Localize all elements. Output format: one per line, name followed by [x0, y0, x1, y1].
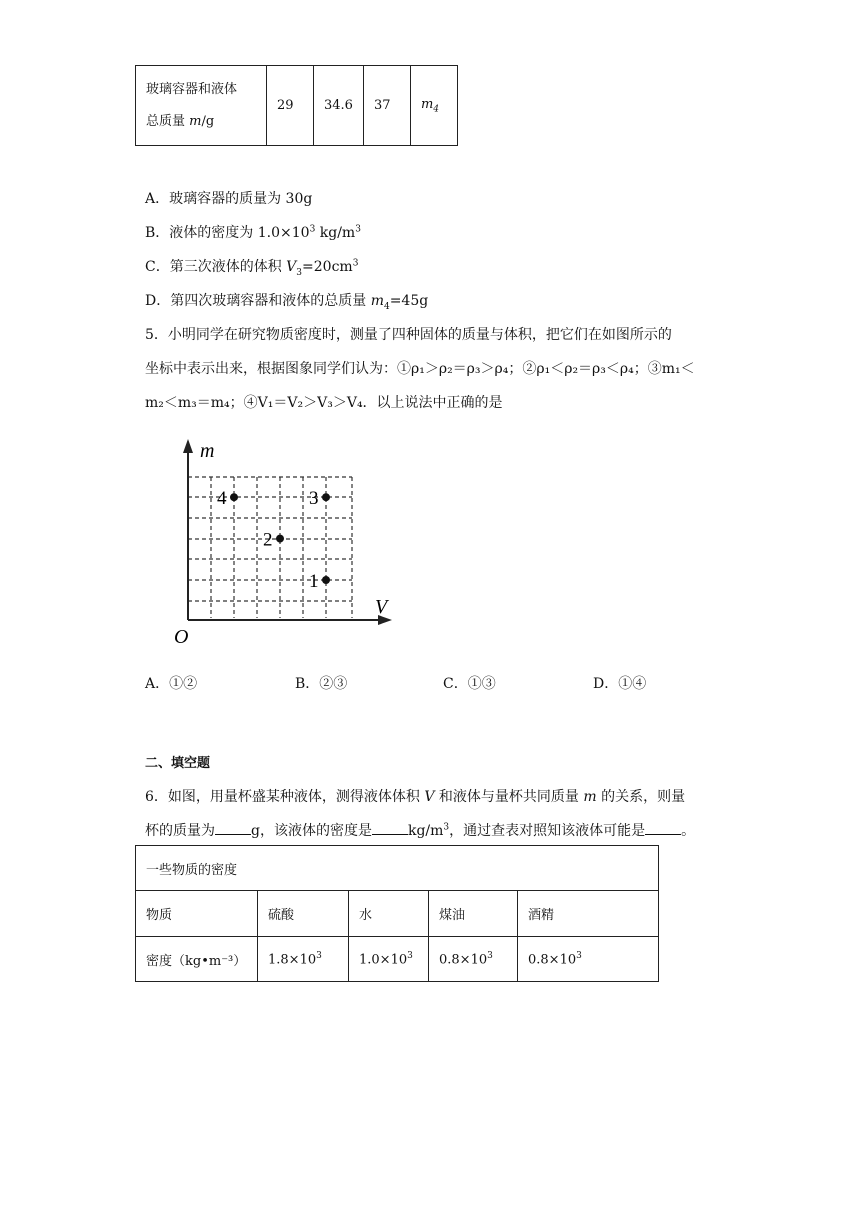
density-val-1: 1.8×10 — [268, 952, 317, 968]
q4-option-c — [145, 256, 358, 278]
blank-1[interactable] — [215, 822, 251, 835]
point-label-3: 3 — [309, 488, 319, 510]
q5-option-d: D．①④ — [593, 676, 647, 692]
opt-d-val: =45g — [389, 293, 429, 309]
point-label-2: 2 — [263, 529, 273, 551]
mass-table — [135, 65, 458, 146]
header-var: m — [189, 113, 202, 129]
mass-cell-1: 29 — [267, 66, 314, 146]
q5-line2: 坐标中表示出来，根据图象同学们认为：①ρ₁＞ρ₂＝ρ₃＞ρ₄；②ρ₁＜ρ₂＝ρ₃＜ρ₄；③m₁＜ — [145, 361, 695, 377]
density-exp-3: 3 — [487, 950, 493, 961]
header-substance: 物质 — [136, 891, 258, 937]
density-val-2: 1.0×10 — [359, 952, 408, 968]
point-1 — [322, 576, 330, 584]
y-axis-arrow — [183, 439, 193, 453]
q6-line1 — [145, 786, 685, 806]
mass-cell-4 — [410, 66, 457, 146]
q4-option-a: A．玻璃容器的质量为 30g — [145, 191, 313, 207]
blank-2[interactable] — [372, 822, 408, 835]
q6-text-a: 6．如图，用量杯盛某种液体，测得液体体积 — [145, 789, 425, 805]
x-axis-label: V — [375, 596, 388, 618]
opt-b-exp: 3 — [309, 224, 316, 235]
point-label-4: 4 — [217, 488, 227, 510]
opt-d-text: D．第四次玻璃容器和液体的总质量 — [145, 293, 371, 309]
q5-option-c: C．①③ — [443, 676, 496, 692]
point-3 — [322, 493, 330, 501]
y-axis-label: m — [200, 440, 215, 462]
density-table-title: 一些物质的密度 — [136, 846, 659, 891]
header-water: 水 — [349, 891, 429, 937]
density-kerosene — [429, 937, 518, 982]
opt-c-var: V — [286, 259, 297, 275]
q5-option-a: A．①② — [145, 676, 198, 692]
mass-volume-graph — [170, 435, 400, 650]
header-line2: 总质量 — [146, 113, 190, 129]
opt-c-sub: 3 — [296, 267, 303, 278]
q5-option-b: B．②③ — [295, 676, 348, 692]
q6-line2-e: 。 — [681, 823, 696, 839]
density-exp-1: 3 — [316, 950, 322, 961]
origin-label: O — [174, 626, 189, 648]
q6-line2-exp: 3 — [443, 822, 450, 833]
opt-d-var: m — [370, 293, 384, 309]
density-water — [349, 937, 429, 982]
blank-3[interactable] — [645, 822, 681, 835]
q5-line1: 5．小明同学在研究物质密度时，测量了四种固体的质量与体积，把它们在如图所示的 — [145, 327, 672, 343]
q6-line2-a: 杯的质量为 — [145, 823, 215, 839]
opt-b-exp2: 3 — [355, 224, 361, 235]
header-alcohol: 酒精 — [518, 891, 659, 937]
q6-line2 — [145, 820, 695, 840]
point-4 — [230, 493, 238, 501]
opt-c-text: C．第三次液体的体积 — [145, 259, 287, 275]
q6-text-c: 的关系，则量 — [596, 789, 686, 805]
q6-text-b: 和液体与量杯共同质量 — [434, 789, 584, 805]
q4-option-d — [145, 290, 428, 312]
opt-c-val: =20cm — [302, 259, 353, 275]
opt-c-exp: 3 — [352, 258, 359, 269]
q6-line2-b: g，该液体的密度是 — [251, 823, 372, 839]
q4-option-b — [145, 222, 361, 242]
header-sulfuric-acid: 硫酸 — [258, 891, 349, 937]
density-sulfuric-acid — [258, 937, 349, 982]
mass-table-header — [136, 66, 267, 146]
q6-line2-c: kg/m — [407, 823, 444, 839]
mass-cell-2: 34.6 — [314, 66, 364, 146]
m4-var: m — [420, 96, 434, 112]
opt-d-sub: 4 — [383, 301, 390, 312]
opt-b-text: B．液体的密度为 1.0×10 — [145, 225, 310, 241]
m4-sub: 4 — [433, 104, 440, 115]
density-val-3: 0.8×10 — [439, 952, 488, 968]
density-exp-4: 3 — [576, 950, 582, 961]
point-label-1: 1 — [309, 571, 319, 592]
row-label-density: 密度（kg•m⁻³） — [136, 937, 258, 982]
header-unit: /g — [201, 113, 215, 129]
density-val-4: 0.8×10 — [528, 952, 577, 968]
mass-cell-3: 37 — [363, 66, 410, 146]
q6-var-m: m — [583, 789, 597, 805]
density-table — [135, 845, 659, 982]
section-heading: 二、填空题 — [145, 756, 211, 771]
opt-b-unit: kg/m — [315, 225, 356, 241]
density-exp-2: 3 — [407, 950, 413, 961]
density-alcohol — [518, 937, 659, 982]
q6-line2-d: ，通过查表对照知该液体可能是 — [449, 823, 646, 839]
header-kerosene: 煤油 — [429, 891, 518, 937]
header-line1: 玻璃容器和液体 — [146, 81, 238, 97]
q6-var-v: V — [424, 789, 435, 805]
q5-line3: m₂＜m₃＝m₄；④V₁＝V₂＞V₃＞V₄．以上说法中正确的是 — [145, 395, 503, 411]
point-2 — [276, 535, 284, 543]
